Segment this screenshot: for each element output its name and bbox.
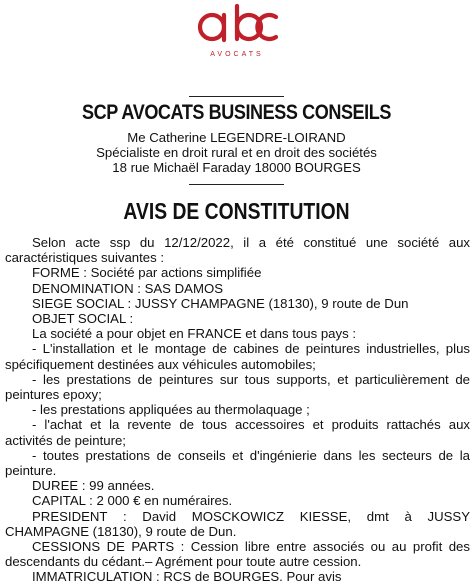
logo-mark xyxy=(192,2,282,60)
notice-paragraph: - les prestations appliquées au thermolaquage ; xyxy=(32,402,310,418)
notice-paragraph: La société a pour objet en FRANCE et dans tous pays : xyxy=(32,326,357,342)
notice-paragraph: - toutes prestations de conseils et d'ingénierie dans les secteurs de la peinture. xyxy=(5,447,470,479)
notice-paragraph: - les prestations de peintures sur tous supports, et particulièrement de peintures epoxy; xyxy=(5,371,470,403)
firm-address: 18 rue Michaël Faraday 18000 BOURGES xyxy=(112,160,361,175)
notice-paragraph: - l'achat et la revente de tous accessoires et produits rattachés aux activités de peinture; xyxy=(5,417,470,448)
firm-name: SCP AVOCATS BUSINESS CONSEILS xyxy=(81,101,391,124)
firm-details xyxy=(0,130,473,175)
divider xyxy=(189,184,284,185)
divider xyxy=(189,96,284,97)
notice-paragraph: Selon acte ssp du 12/12/2022, il a été constitué une société aux caractéristiques suivantes : xyxy=(5,235,470,266)
notice-paragraph: DENOMINATION : SAS DAMOS xyxy=(32,280,223,296)
abc-avocats-logo xyxy=(0,2,473,60)
notice-paragraph: CESSIONS DE PARTS : Cession libre entre associés ou au profit des descendants du cédant.– Agrément pour toute autre cession. xyxy=(5,539,470,570)
logo-subtitle: AVOCATS xyxy=(209,51,264,58)
notice-paragraph: IMMATRICULATION : RCS de BOURGES. Pour avis xyxy=(32,569,342,585)
notice-title: AVIS DE CONSTITUTION xyxy=(123,198,350,224)
notice-paragraph: - L'installation et le montage de cabines de peintures industrielles, plus spécifiquement destinées aux véhicules automobiles; xyxy=(5,341,470,372)
notice-paragraph: DUREE : 99 années. xyxy=(32,478,155,494)
notice-body xyxy=(5,235,470,585)
notice-paragraph: OBJET SOCIAL : xyxy=(32,311,134,327)
notice-paragraph: FORME : Société par actions simplifiée xyxy=(32,265,262,281)
notice-paragraph: PRESIDENT : David MOSCKOWICZ KIESSE, dmt à JUSSY CHAMPAGNE (18130), 9 route de Dun. xyxy=(5,508,470,539)
notice-paragraph: CAPITAL : 2 000 € en numéraires. xyxy=(32,493,233,509)
notice-paragraph: SIEGE SOCIAL : JUSSY CHAMPAGNE (18130), 9 route de Dun xyxy=(32,295,409,311)
firm-lawyer: Me Catherine LEGENDRE-LOIRAND xyxy=(127,130,346,145)
firm-speciality: Spécialiste en droit rural et en droit des sociétés xyxy=(96,145,377,160)
